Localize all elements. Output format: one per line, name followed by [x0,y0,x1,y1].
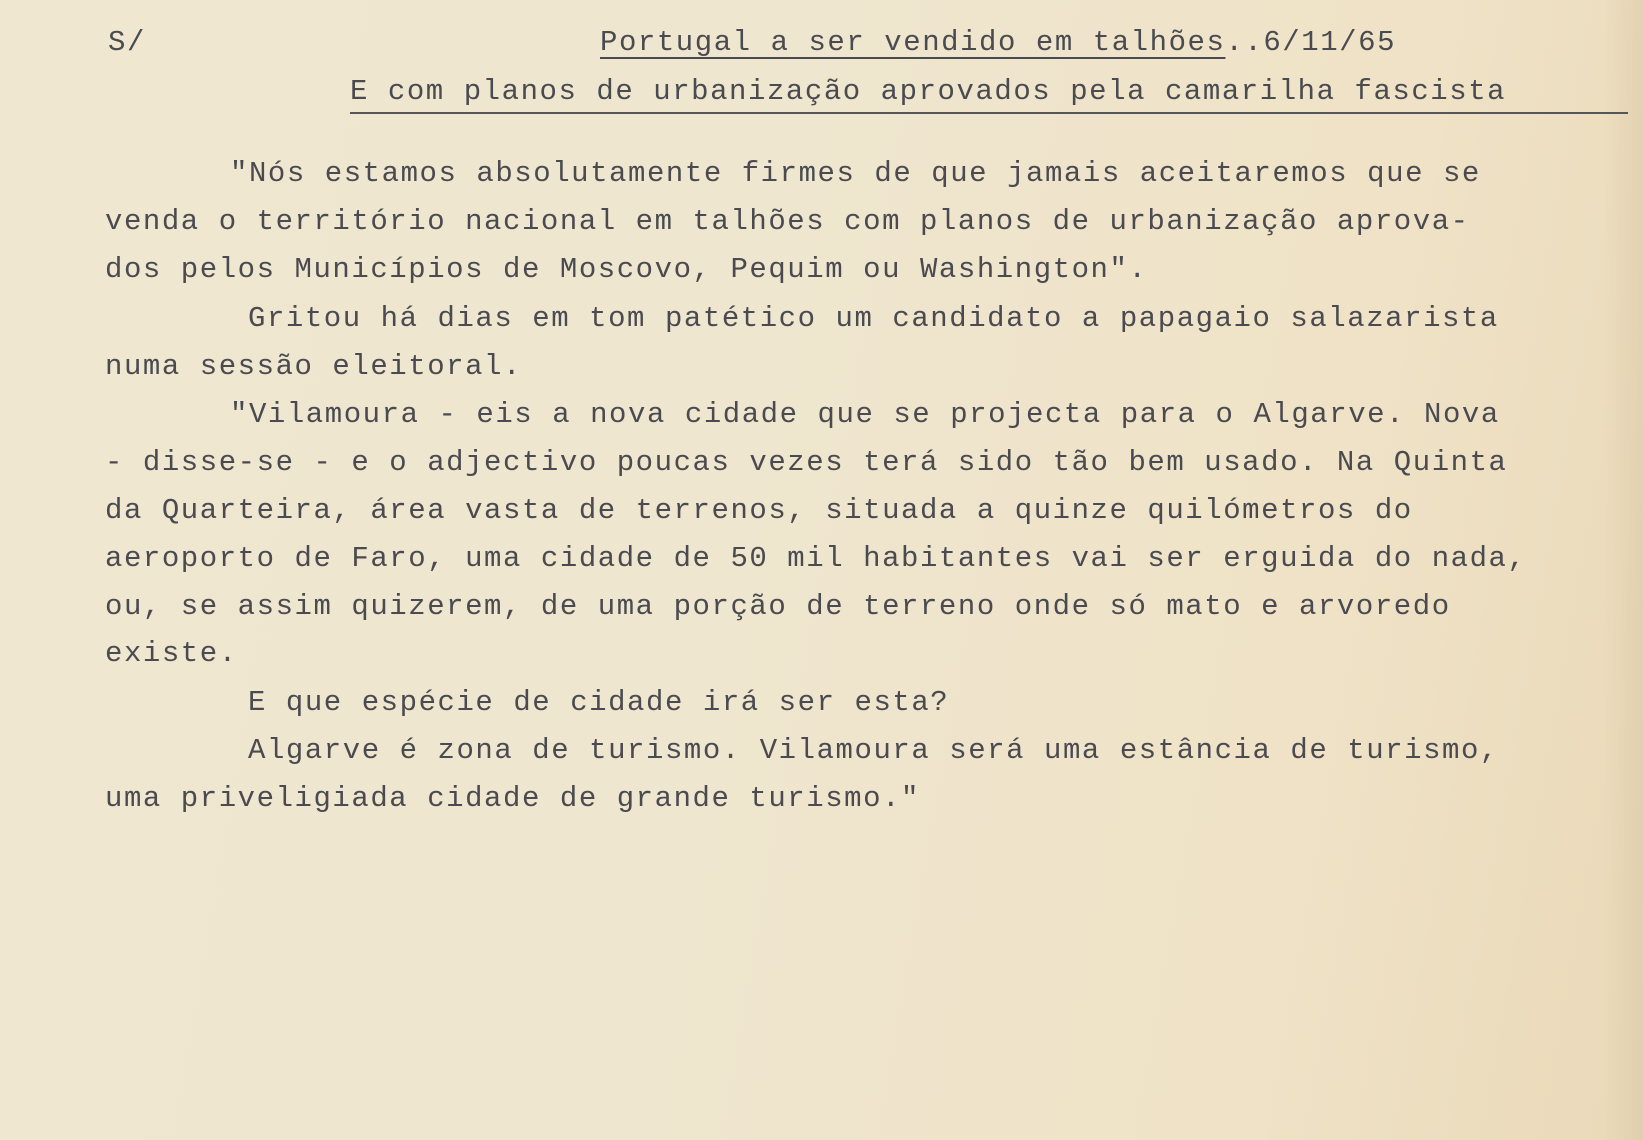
subtitle-underline [350,112,1628,114]
body-line: "Nós estamos absolutamente firmes de que jamais aceitaremos que se [230,157,1481,190]
body-line: - disse-se - e o adjectivo poucas vezes terá sido tão bem usado. Na Quinta [105,446,1508,479]
body-line: numa sessão eleitoral. [105,350,522,383]
body-line: "Vilamoura - eis a nova cidade que se projecta para o Algarve. Nova [230,398,1500,431]
paper-edge-shadow [1603,0,1643,1140]
body-line: dos pelos Municípios de Moscovo, Pequim ou Washington". [105,253,1148,286]
body-line: aeroporto de Faro, uma cidade de 50 mil habitantes vai ser erguida do nada, [105,542,1527,575]
document-title: Portugal a ser vendido em talhões [600,26,1226,59]
body-line: da Quarteira, área vasta de terrenos, situada a quinze quilómetros do [105,494,1413,527]
body-line: Algarve é zona de turismo. Vilamoura será uma estância de turismo, [248,734,1499,767]
body-line: venda o território nacional em talhões com planos de urbanização aprova- [105,205,1470,238]
body-line: ou, se assim quizerem, de uma porção de terreno onde só mato e arvoredo [105,590,1451,623]
document-title-line [600,26,1396,60]
document-subtitle: E com planos de urbanização aprovados pela camarilha fascista [350,75,1507,108]
body-line: E que espécie de cidade irá ser esta? [248,686,950,719]
body-line: uma priveligiada cidade de grande turismo." [105,782,920,815]
body-line: Gritou há dias em tom patético um candidato a papagaio salazarista [248,302,1499,335]
document-date: ..6/11/65 [1225,26,1397,59]
body-line: existe. [105,637,238,670]
page-mark: S/ [108,26,146,59]
